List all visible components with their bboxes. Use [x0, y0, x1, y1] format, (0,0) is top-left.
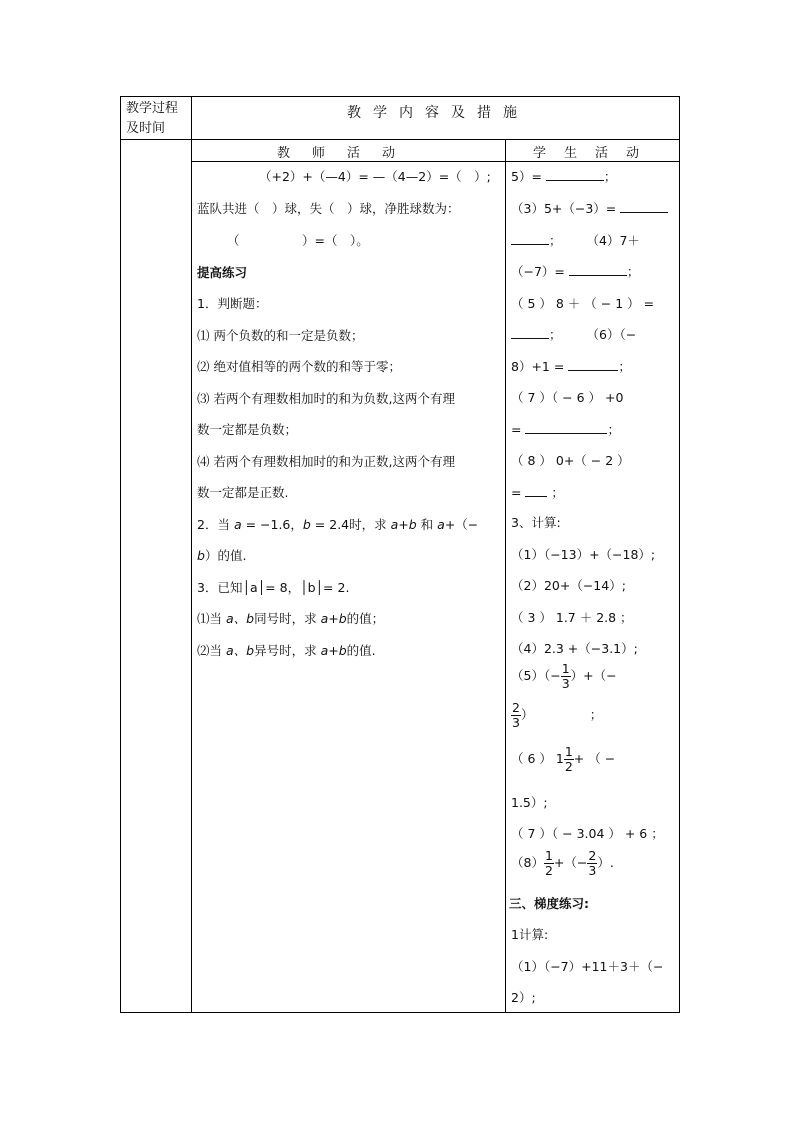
c8-pre: （8） [511, 855, 544, 870]
q3-1-sum: a+b [320, 611, 347, 626]
teacher-line-1: （+2）+（—4）= —（4—2）=（ ）; [259, 169, 491, 184]
s4-text: （−7）= [511, 264, 569, 279]
subheader-divider [191, 161, 679, 162]
calc-1: （1）（−13）+（−18）; [511, 547, 656, 562]
frac-num: 2 [512, 700, 520, 715]
q2-var-b: b [302, 517, 311, 532]
calc-5 [511, 662, 617, 691]
s7-text: 8）+1 = [511, 359, 569, 374]
q2-var-a2: a [437, 517, 445, 532]
gradient-calc-1: （1）（−7）+11＋3＋（− [511, 959, 664, 974]
teacher-heading: 提高练习 [197, 265, 248, 280]
q2-end: +（− [444, 517, 479, 532]
s6-end: ； （6）（− [549, 327, 637, 342]
s2-text: （3）5+（−3）= [511, 201, 621, 216]
calc-3: （ 3 ） 1.7 ＋ 2.8 ； [511, 610, 633, 625]
q3-item-1 [197, 609, 384, 627]
calc-2: （2）20+（−14）; [511, 578, 626, 593]
col-divider-left [191, 97, 192, 1012]
fraction [561, 662, 571, 691]
q3-2-sum: a+b [320, 643, 347, 658]
answer-blank [525, 483, 547, 497]
c8-mid: +（− [553, 855, 588, 870]
student-line-6 [511, 325, 636, 343]
c5b-end: ） ； [520, 707, 603, 722]
q3-2-pre: ⑵当 [197, 643, 226, 658]
fraction [544, 849, 554, 878]
s9-text: = [511, 422, 526, 437]
lesson-table [120, 96, 680, 1013]
student-line-4 [511, 262, 639, 280]
student-line-9 [511, 420, 620, 438]
left-header-divider [121, 139, 191, 140]
q3-2-end: 的值. [346, 643, 376, 658]
frac-den: 2 [544, 863, 553, 878]
student-line-11 [511, 483, 564, 501]
s11-end: ； [547, 485, 564, 500]
q1-item-4b: 数一定都是正数. [197, 485, 289, 500]
fraction [511, 701, 521, 730]
q1-item-4a: ⑷ 若两个有理数相加时的和为正数,这两个有理 [197, 454, 455, 469]
student-line-7 [511, 357, 631, 375]
q2-mid2: = 2.4时，求 [310, 517, 391, 532]
frac-den: 3 [561, 676, 570, 691]
teacher-line-2: 蓝队共进（ ）球，失（ ）球，净胜球数为： [197, 201, 460, 216]
answer-blank [525, 420, 607, 434]
answer-blank [620, 199, 668, 213]
student-line-5: （ 5 ） 8 ＋ （ − 1 ） = [511, 296, 655, 311]
q1-title: 1．判断题： [197, 296, 268, 311]
c8-end: ）. [597, 855, 614, 870]
calc-4: （4）2.3 +（−3.1）; [511, 641, 638, 656]
q2-sum: a+b [390, 517, 417, 532]
q1-item-2: ⑵ 绝对值相等的两个数的和等于零； [197, 359, 401, 374]
q3-2-mid: 异号时，求 [254, 643, 321, 658]
q3-1-vars: a、b [225, 611, 255, 626]
s11-text: = [511, 485, 526, 500]
answer-blank [546, 167, 604, 181]
q2-pre: 2．当 [197, 517, 234, 532]
frac-num: 1 [564, 744, 573, 759]
s7-end: ； [618, 359, 631, 374]
q2-line-1 [197, 515, 478, 533]
content-title: 教学内容及措施 [347, 105, 529, 121]
gradient-heading: 三、梯度练习: [509, 896, 589, 911]
frac-num: 2 [588, 848, 597, 863]
student-line-8: （ 7 ）（ − 6 ） +0 [511, 390, 624, 405]
frac-den: 2 [564, 759, 573, 774]
answer-blank [511, 231, 549, 245]
header-divider [191, 139, 679, 140]
student-title: 学生活动 [533, 146, 658, 161]
teacher-line-3: （ ）=（ ）。 [227, 233, 369, 248]
s4-end: ； [626, 264, 640, 279]
calc-6b: 1.5）; [511, 795, 548, 810]
q3-1-pre: ⑴当 [197, 611, 226, 626]
process-label [126, 99, 178, 139]
calc-6 [511, 745, 615, 774]
calc-5b [511, 701, 602, 730]
process-label-line1: 教学过程 [126, 101, 179, 116]
q1-item-3a: ⑶ 若两个有理数相加时的和为负数,这两个有理 [197, 391, 455, 406]
c6-pre: （ 6 ） 1 [511, 751, 564, 766]
answer-blank [511, 325, 549, 339]
q3-title: 3．已知│a│= 8，│b│= 2. [197, 580, 350, 595]
gradient-calc-1b: 2）; [511, 990, 536, 1005]
q2-line-2 [197, 546, 246, 564]
q2-var-a: a [233, 517, 242, 532]
q2-mid3: 和 [416, 517, 438, 532]
q3-item-2 [197, 641, 376, 659]
calc-7: （ 7 ）（ − 3.04 ） + 6 ； [511, 826, 664, 841]
frac-num: 1 [561, 661, 570, 676]
s1-end: ； [603, 169, 617, 184]
student-line-3 [511, 231, 640, 249]
s1-text: 5）= [511, 169, 546, 184]
q3-2-vars: a、b [225, 643, 255, 658]
fraction [587, 849, 597, 878]
student-line-10: （ 8 ） 0+（ − 2 ） [511, 453, 630, 468]
frac-den: 3 [512, 715, 520, 730]
frac-den: 3 [588, 863, 597, 878]
c5-mid: ）+（− [570, 668, 617, 683]
student-line-2 [511, 199, 668, 217]
process-label-line2: 及时间 [126, 121, 166, 136]
fraction [564, 745, 574, 774]
frac-num: 1 [544, 848, 553, 863]
q1-item-3b: 数一定都是负数； [197, 422, 298, 437]
answer-blank [568, 357, 618, 371]
col-divider-middle [505, 139, 506, 1012]
q1-item-1: ⑴ 两个负数的和一定是负数； [197, 328, 364, 343]
s9-end: ； [607, 422, 620, 437]
teacher-title: 教师活动 [277, 146, 418, 161]
gradient-calc-title: 1计算: [511, 927, 549, 942]
s3-end: ； （4）7＋ [549, 233, 640, 248]
calc-title: 3、计算: [511, 515, 561, 530]
calc-8 [511, 849, 614, 878]
q2-var-b2: b [197, 548, 205, 563]
c5-pre: （5）（− [511, 668, 561, 683]
student-line-1 [511, 167, 616, 185]
c6-end: + （ − [573, 751, 616, 766]
q3-1-mid: 同号时，求 [254, 611, 321, 626]
q2-mid1: = −1.6， [241, 517, 303, 532]
q3-1-end: 的值； [346, 611, 385, 626]
answer-blank [569, 262, 627, 276]
q2-line2-end: ）的值. [204, 548, 247, 563]
